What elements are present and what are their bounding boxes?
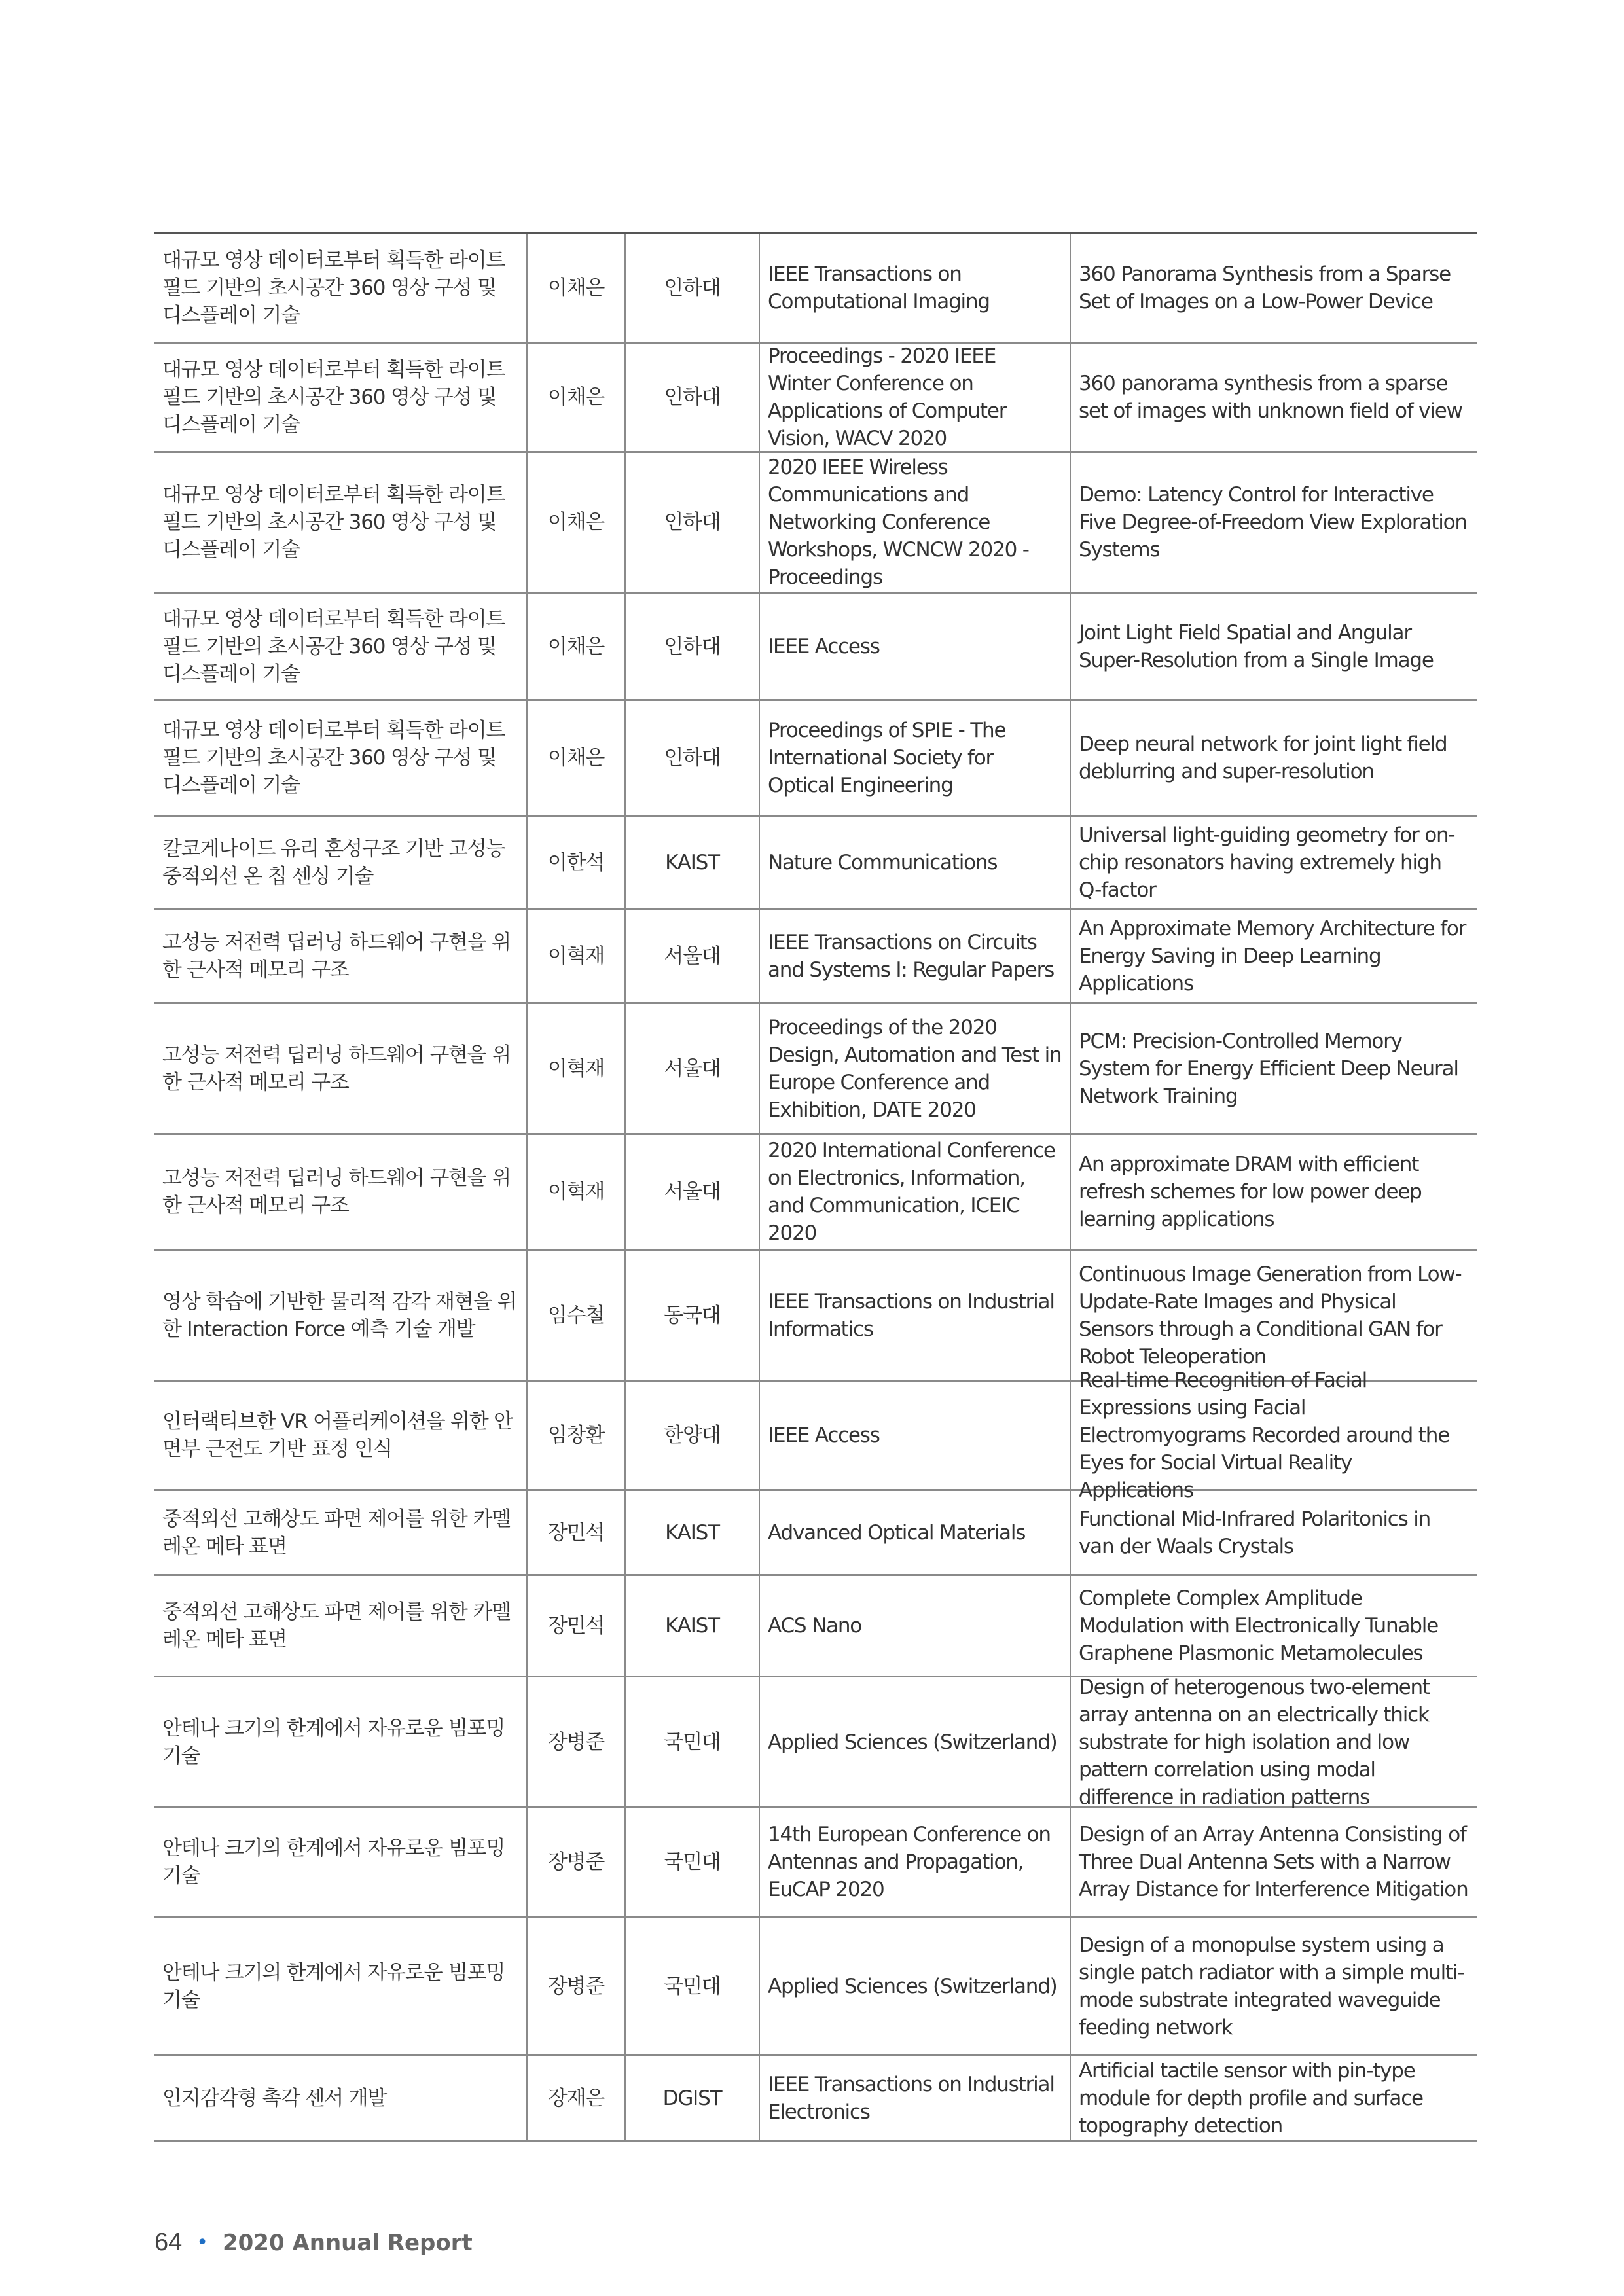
project-title: 대규모 영상 데이터로부터 획득한 라이트 필드 기반의 초시공간 360 영상 구성 및 디스플레이 기술 bbox=[154, 453, 528, 592]
journal-venue: Proceedings of the 2020 Design, Automation and Test in Europe Conference and Exhibition, DATE 2020 bbox=[760, 1004, 1071, 1133]
journal-venue: IEEE Access bbox=[760, 594, 1071, 699]
table-row bbox=[154, 1251, 1477, 1382]
journal-venue: IEEE Transactions on Circuits and Systems I: Regular Papers bbox=[760, 910, 1071, 1002]
table-row bbox=[154, 453, 1477, 594]
journal-venue: Proceedings - 2020 IEEE Winter Conference on Applications of Computer Vision, WACV 2020 bbox=[760, 344, 1071, 451]
table-row bbox=[154, 817, 1477, 910]
researcher-name: 이채은 bbox=[528, 594, 626, 699]
researcher-name: 이혁재 bbox=[528, 1004, 626, 1133]
table-row bbox=[154, 910, 1477, 1004]
paper-title: Artificial tactile sensor with pin-type module for depth profile and surface topography detection bbox=[1079, 2058, 1423, 2138]
paper-title: Deep neural network for joint light field deblurring and super-resolution bbox=[1079, 732, 1447, 783]
bullet-separator: • bbox=[196, 2231, 208, 2254]
project-title: 영상 학습에 기반한 물리적 감각 재현을 위한 Interaction Force 예측 기술 개발 bbox=[154, 1251, 528, 1380]
project-title: 고성능 저전력 딥러닝 하드웨어 구현을 위한 근사적 메모리 구조 bbox=[154, 1135, 528, 1249]
table-row bbox=[154, 1004, 1477, 1135]
researcher-name: 이채은 bbox=[528, 344, 626, 451]
researcher-name: 이한석 bbox=[528, 817, 626, 908]
journal-venue: IEEE Transactions on Industrial Informatics bbox=[760, 1251, 1071, 1380]
institution: 서울대 bbox=[626, 1135, 760, 1249]
journal-venue: IEEE Transactions on Industrial Electronics bbox=[760, 2056, 1071, 2140]
institution: 인하대 bbox=[626, 453, 760, 592]
journal-venue: Nature Communications bbox=[760, 817, 1071, 908]
project-title: 고성능 저전력 딥러닝 하드웨어 구현을 위한 근사적 메모리 구조 bbox=[154, 1004, 528, 1133]
journal-venue: 14th European Conference on Antennas and Propagation, EuCAP 2020 bbox=[760, 1808, 1071, 1916]
paper-title: Joint Light Field Spatial and Angular Super-Resolution from a Single Image bbox=[1079, 620, 1434, 672]
project-title: 안테나 크기의 한계에서 자유로운 빔포밍 기술 bbox=[154, 1918, 528, 2054]
paper-title: An approximate DRAM with efficient refresh schemes for low power deep learning applications bbox=[1079, 1153, 1422, 1231]
journal-venue: Proceedings of SPIE - The International Society for Optical Engineering bbox=[760, 701, 1071, 815]
table-row bbox=[154, 1918, 1477, 2056]
institution: 서울대 bbox=[626, 910, 760, 1002]
table-row bbox=[154, 594, 1477, 701]
researcher-name: 장병준 bbox=[528, 1808, 626, 1916]
institution: 한양대 bbox=[626, 1382, 760, 1489]
project-title: 대규모 영상 데이터로부터 획득한 라이트 필드 기반의 초시공간 360 영상 구성 및 디스플레이 기술 bbox=[154, 344, 528, 451]
institution: KAIST bbox=[626, 1576, 760, 1676]
institution: DGIST bbox=[626, 2056, 760, 2140]
journal-venue: ACS Nano bbox=[760, 1576, 1071, 1676]
journal-venue: Applied Sciences (Switzerland) bbox=[760, 1918, 1071, 2054]
paper-title: 360 Panorama Synthesis from a Sparse Set of Images on a Low-Power Device bbox=[1079, 262, 1451, 314]
institution: 국민대 bbox=[626, 1677, 760, 1806]
project-title: 중적외선 고해상도 파면 제어를 위한 카멜레온 메타 표면 bbox=[154, 1576, 528, 1676]
project-title: 대규모 영상 데이터로부터 획득한 라이트 필드 기반의 초시공간 360 영상 구성 및 디스플레이 기술 bbox=[154, 234, 528, 342]
paper-title: Demo: Latency Control for Interactive Five Degree-of-Freedom View Exploration Systems bbox=[1079, 483, 1467, 562]
paper-title: Design of a monopulse system using a single patch radiator with a simple multi-mode substrate integrated waveguide feeding network bbox=[1079, 1933, 1464, 2039]
researcher-name: 이채은 bbox=[528, 234, 626, 342]
project-title: 인지감각형 촉각 센서 개발 bbox=[154, 2056, 528, 2140]
institution: KAIST bbox=[626, 1491, 760, 1574]
paper-title: PCM: Precision-Controlled Memory System for Energy Efficient Deep Neural Network Training bbox=[1079, 1029, 1458, 1108]
institution: 인하대 bbox=[626, 701, 760, 815]
paper-title: Real-time Recognition of Facial Expressions using Facial Electromyograms Recorded around the Eyes for Social Virtual Reality Applications bbox=[1079, 1369, 1450, 1502]
researcher-name: 장민석 bbox=[528, 1491, 626, 1574]
project-title: 고성능 저전력 딥러닝 하드웨어 구현을 위한 근사적 메모리 구조 bbox=[154, 910, 528, 1002]
table-row bbox=[154, 1576, 1477, 1677]
researcher-name: 장재은 bbox=[528, 2056, 626, 2140]
journal-venue: 2020 IEEE Wireless Communications and Networking Conference Workshops, WCNCW 2020 - Proceedings bbox=[760, 453, 1071, 592]
project-title: 칼코게나이드 유리 혼성구조 기반 고성능 중적외선 온 칩 센싱 기술 bbox=[154, 817, 528, 908]
table-row bbox=[154, 1491, 1477, 1576]
project-title: 인터랙티브한 VR 어플리케이션을 위한 안면부 근전도 기반 표정 인식 bbox=[154, 1382, 528, 1489]
institution: KAIST bbox=[626, 817, 760, 908]
publications-table bbox=[154, 232, 1477, 2142]
paper-title: An Approximate Memory Architecture for Energy Saving in Deep Learning Applications bbox=[1079, 917, 1466, 996]
table-row bbox=[154, 234, 1477, 344]
researcher-name: 이혁재 bbox=[528, 1135, 626, 1249]
researcher-name: 이채은 bbox=[528, 453, 626, 592]
project-title: 대규모 영상 데이터로부터 획득한 라이트 필드 기반의 초시공간 360 영상 구성 및 디스플레이 기술 bbox=[154, 594, 528, 699]
table-row bbox=[154, 1135, 1477, 1251]
institution: 인하대 bbox=[626, 594, 760, 699]
page-number: 64 bbox=[154, 2229, 183, 2256]
paper-title: Complete Complex Amplitude Modulation with Electronically Tunable Graphene Plasmonic Metamolecules bbox=[1079, 1587, 1439, 1665]
paper-title: Functional Mid-Infrared Polaritonics in van der Waals Crystals bbox=[1079, 1507, 1431, 1558]
table-row bbox=[154, 2056, 1477, 2142]
researcher-name: 이혁재 bbox=[528, 910, 626, 1002]
journal-venue: 2020 International Conference on Electronics, Information, and Communication, ICEIC 2020 bbox=[760, 1135, 1071, 1249]
table-row bbox=[154, 1677, 1477, 1808]
table-row bbox=[154, 1369, 1477, 1502]
institution: 국민대 bbox=[626, 1918, 760, 2054]
journal-venue: IEEE Access bbox=[760, 1382, 1071, 1489]
researcher-name: 임수철 bbox=[528, 1251, 626, 1380]
paper-title: Design of heterogenous two-element array antenna on an electrically thick substrate for high isolation and low pattern correlation using modal difference in radiation patterns bbox=[1079, 1675, 1430, 1809]
researcher-name: 장민석 bbox=[528, 1576, 626, 1676]
table-row bbox=[154, 1808, 1477, 1918]
paper-title: Continuous Image Generation from Low-Update-Rate Images and Physical Sensors through a Conditional GAN for Robot Teleoperation bbox=[1079, 1262, 1462, 1369]
researcher-name: 장병준 bbox=[528, 1677, 626, 1806]
paper-title: 360 panorama synthesis from a sparse set of images with unknown field of view bbox=[1079, 372, 1462, 423]
institution: 인하대 bbox=[626, 234, 760, 342]
institution: 인하대 bbox=[626, 344, 760, 451]
paper-title: Design of an Array Antenna Consisting of Three Dual Antenna Sets with a Narrow Array Distance for Interference Mitigation bbox=[1079, 1823, 1468, 1901]
page-footer bbox=[154, 2229, 473, 2257]
report-title: 2020 Annual Report bbox=[222, 2229, 473, 2256]
paper-title: Universal light-guiding geometry for on-chip resonators having extremely high Q-factor bbox=[1079, 823, 1455, 902]
researcher-name: 장병준 bbox=[528, 1918, 626, 2054]
institution: 국민대 bbox=[626, 1808, 760, 1916]
project-title: 안테나 크기의 한계에서 자유로운 빔포밍 기술 bbox=[154, 1808, 528, 1916]
project-title: 안테나 크기의 한계에서 자유로운 빔포밍 기술 bbox=[154, 1677, 528, 1806]
researcher-name: 이채은 bbox=[528, 701, 626, 815]
institution: 동국대 bbox=[626, 1251, 760, 1380]
table-row bbox=[154, 344, 1477, 453]
institution: 서울대 bbox=[626, 1004, 760, 1133]
researcher-name: 임창환 bbox=[528, 1382, 626, 1489]
journal-venue: IEEE Transactions on Computational Imaging bbox=[760, 234, 1071, 342]
journal-venue: Applied Sciences (Switzerland) bbox=[760, 1677, 1071, 1806]
project-title: 중적외선 고해상도 파면 제어를 위한 카멜레온 메타 표면 bbox=[154, 1491, 528, 1574]
project-title: 대규모 영상 데이터로부터 획득한 라이트 필드 기반의 초시공간 360 영상 구성 및 디스플레이 기술 bbox=[154, 701, 528, 815]
table-row bbox=[154, 701, 1477, 817]
journal-venue: Advanced Optical Materials bbox=[760, 1491, 1071, 1574]
